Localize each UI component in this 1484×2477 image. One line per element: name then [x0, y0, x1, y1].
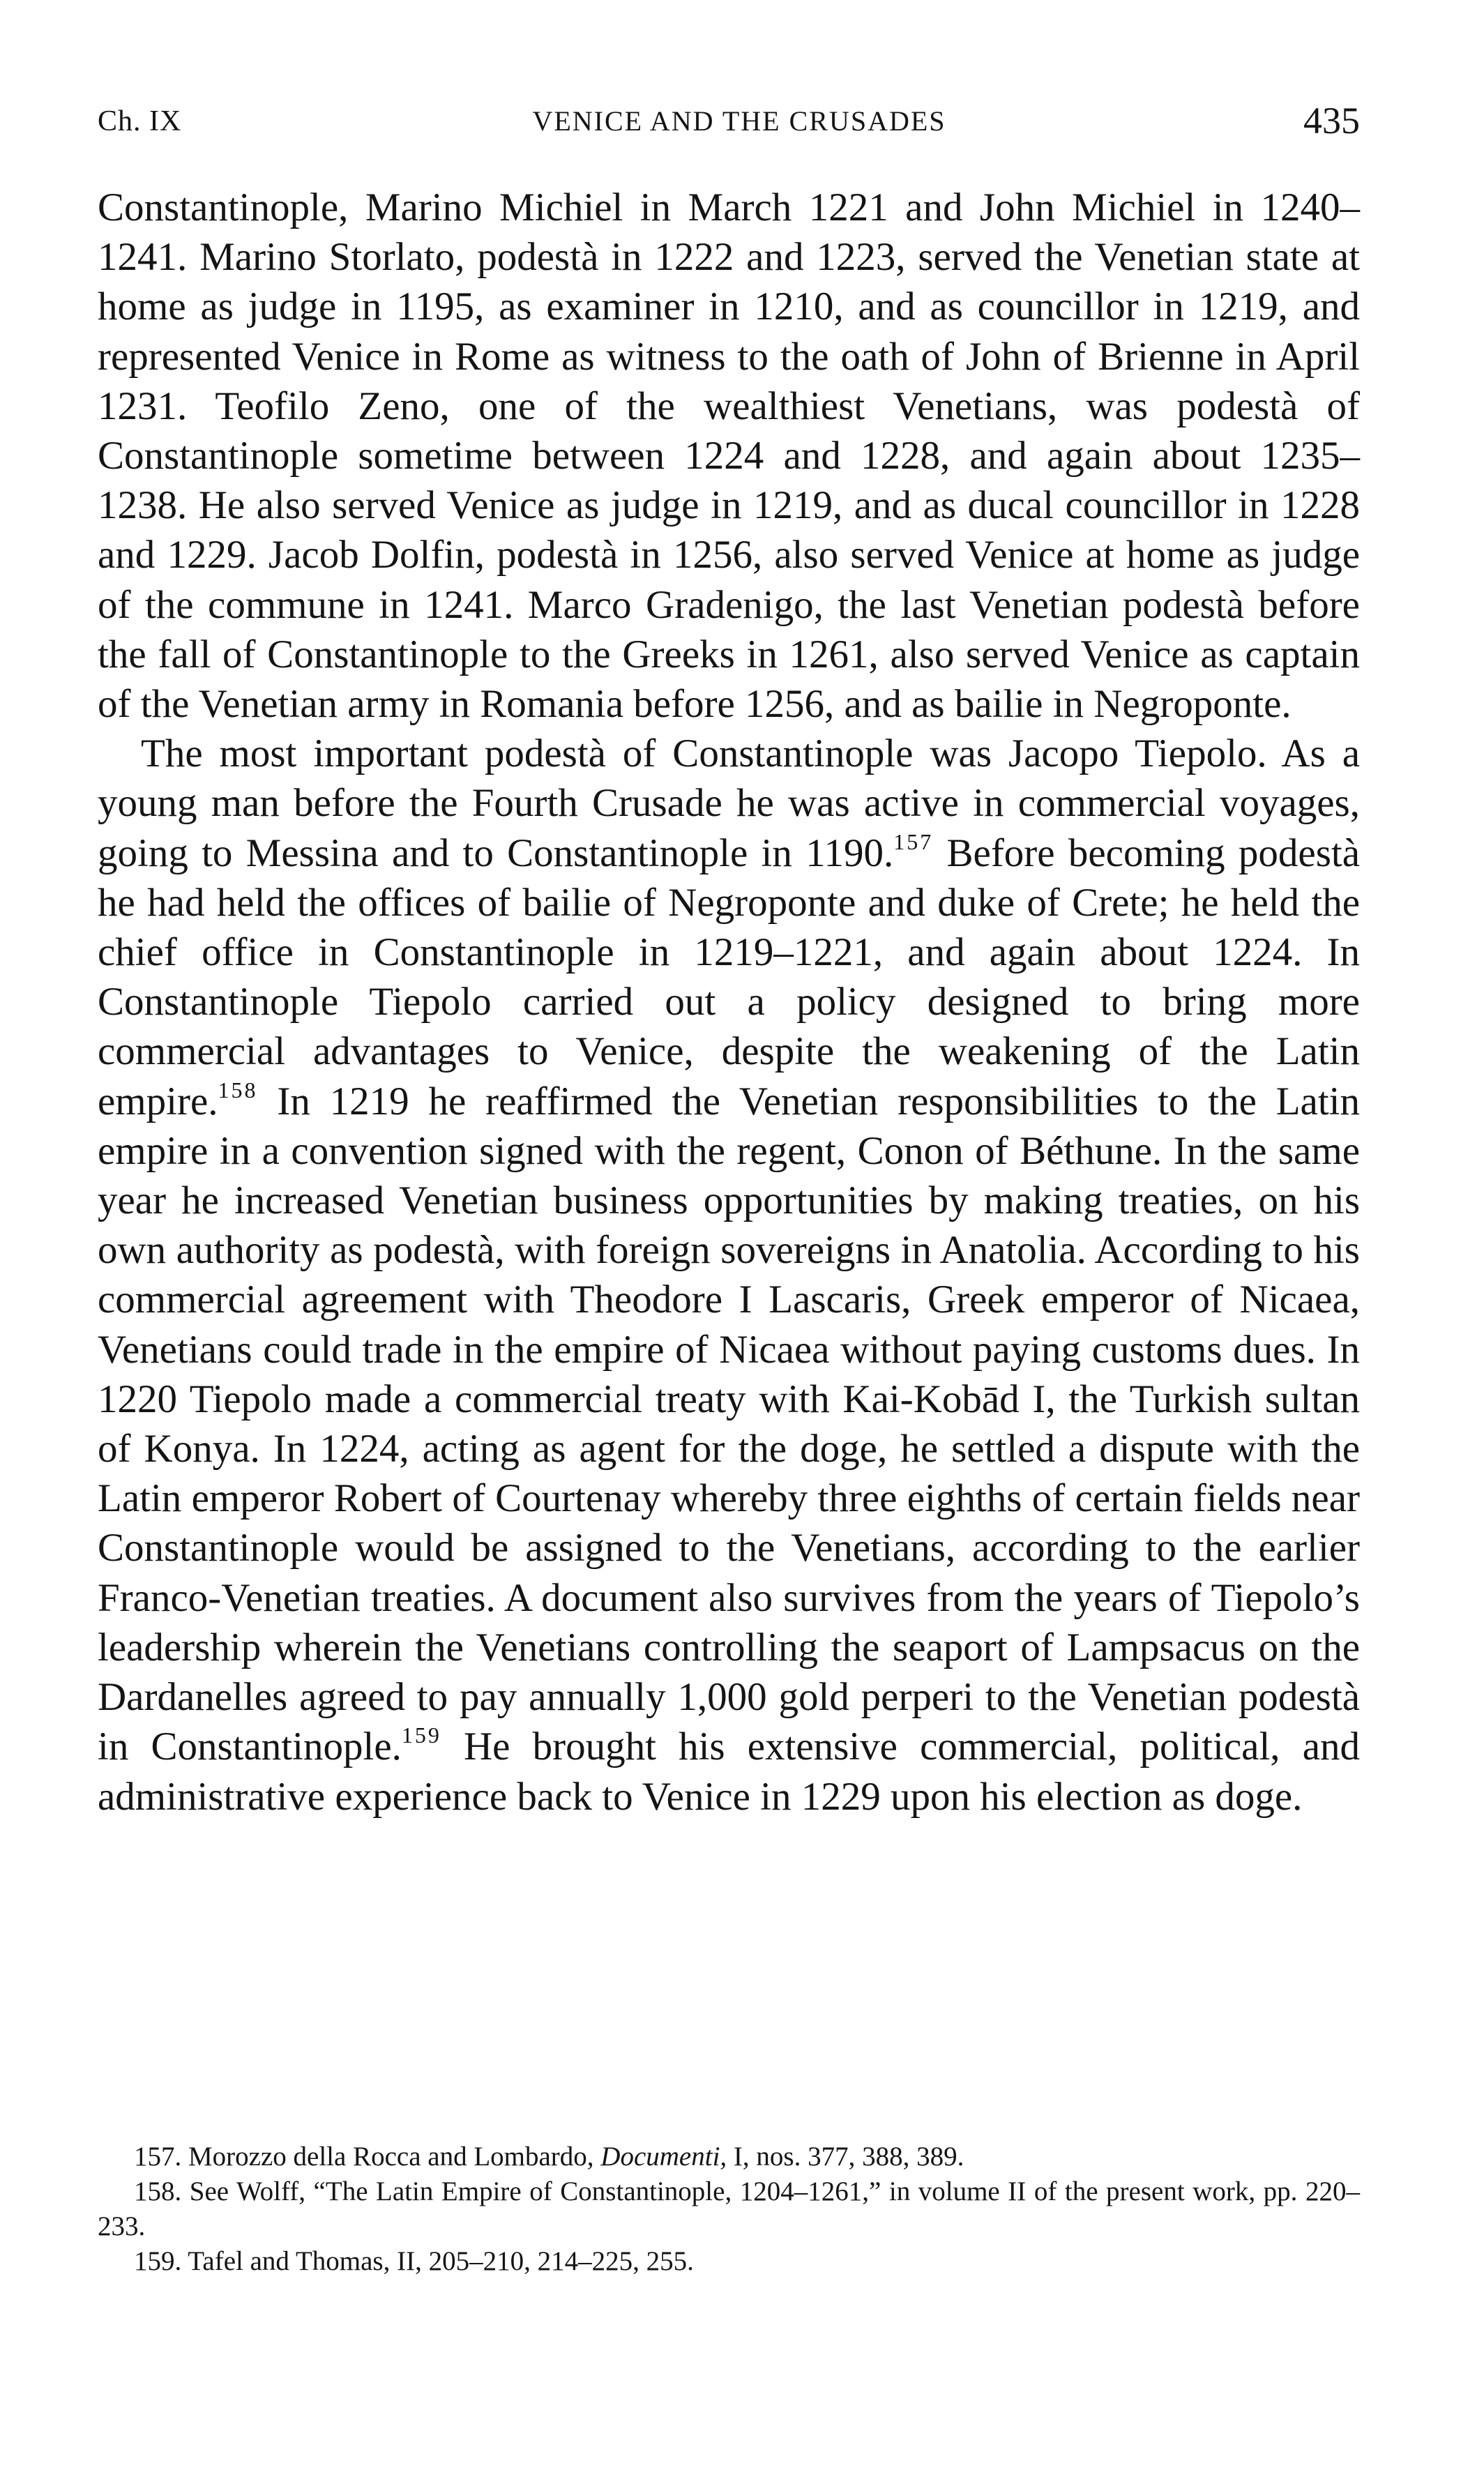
- footnote-text: 157. Morozzo della Rocca and Lombardo,: [134, 2142, 601, 2172]
- footnote-work-title: Documenti,: [600, 2142, 727, 2172]
- footnote-ref-159: 159: [401, 1722, 441, 1748]
- footnote-159: 159. Tafel and Thomas, II, 205–210, 214–225, 255.: [134, 2246, 694, 2276]
- paragraph-text: In 1219 he reaffirmed the Venetian responsibilities to the Latin empire in a convention signed with the regent, Conon of Béthune. In the same year he increased Venetian business opportunities by making treaties, on his own authority as podestà, with foreign sovereigns in Anatolia. According to his commercial agreement with Theodore I Lascaris, Greek emperor of Nicaea, Venetians could trade in the empire of Nicaea without paying customs dues. In 1220 Tiepolo made a commercial treaty with Kai-Kobād I, the Turkish sultan of Konya. In 1224, acting as agent for the doge, he settled a dispute with the Latin emperor Robert of Courtenay whereby three eighths of certain fields near Constantinople would be assigned to the Venetians, according to the earlier Franco-Venetian treaties. A document also survives from the years of Tiepolo’s leadership wherein the Venetians controlling the seaport of Lampsacus on the Dardanelles agreed to pay annually 1,000 gold perperi to the Venetian podestà in Constantinople.: [98, 1079, 1360, 1769]
- footnote-157: [98, 2139, 1360, 2174]
- paragraph-text: He brought his extensive commercial, political, and administrative experience back to Venice in 1229 upon his election as doge.: [98, 1725, 1360, 1819]
- footnote-text: I, nos. 377, 388, 389.: [727, 2142, 964, 2172]
- chapter-label: Ch. IX: [98, 105, 182, 137]
- paragraph-tiepolo: [98, 729, 1360, 1821]
- footnote-ref-158: 158: [218, 1077, 258, 1103]
- main-text: [98, 183, 1360, 1821]
- paragraph-text: The most important podestà of Constantinople was Jacopo Tiepolo. As a young man before the Fourth Crusade he was active in commercial voyages, going to Messina and to Constantinople in 1190.: [98, 732, 1360, 875]
- running-title: VENICE AND THE CRUSADES: [532, 105, 946, 137]
- running-header: [98, 99, 1360, 141]
- paragraph-text: Before becoming podestà he had held the offices of bailie of Negroponte and duke of Crete; he held the chief office in Constantinople in 1219–1221, and again about 1224. In Constantinople Tiepolo carried out a policy designed to bring more commercial advantages to Venice, despite the weakening of the Latin empire.: [98, 831, 1361, 1123]
- footnote-ref-157: 157: [893, 828, 934, 854]
- paragraph-continued: Constantinople, Marino Michiel in March 1221 and John Michiel in 1240–1241. Marino Storlato, podestà in 1222 and 1223, served the Venetian state at home as judge in 1195, as examiner in 1210, and as councillor in 1219, and represented Venice in Rome as witness to the oath of John of Brienne in April 1231. Teofilo Zeno, one of the wealthiest Venetians, was podestà of Constantinople sometime between 1224 and 1228, and again about 1235–1238. He also served Venice as judge in 1219, and as ducal councillor in 1228 and 1229. Jacob Dolfin, podestà in 1256, also served Venice at home as judge of the commune in 1241. Marco Gradenigo, the last Venetian podestà before the fall of Constantinople to the Greeks in 1261, also served Venice as captain of the Venetian army in Romania before 1256, and as bailie in Negroponte.: [98, 185, 1360, 727]
- footnotes: [98, 2139, 1360, 2279]
- footnote-158: 158. See Wolff, “The Latin Empire of Constantinople, 1204–1261,” in volume II of the present work, pp. 220–233.: [98, 2176, 1360, 2241]
- page-number: 435: [1303, 100, 1360, 142]
